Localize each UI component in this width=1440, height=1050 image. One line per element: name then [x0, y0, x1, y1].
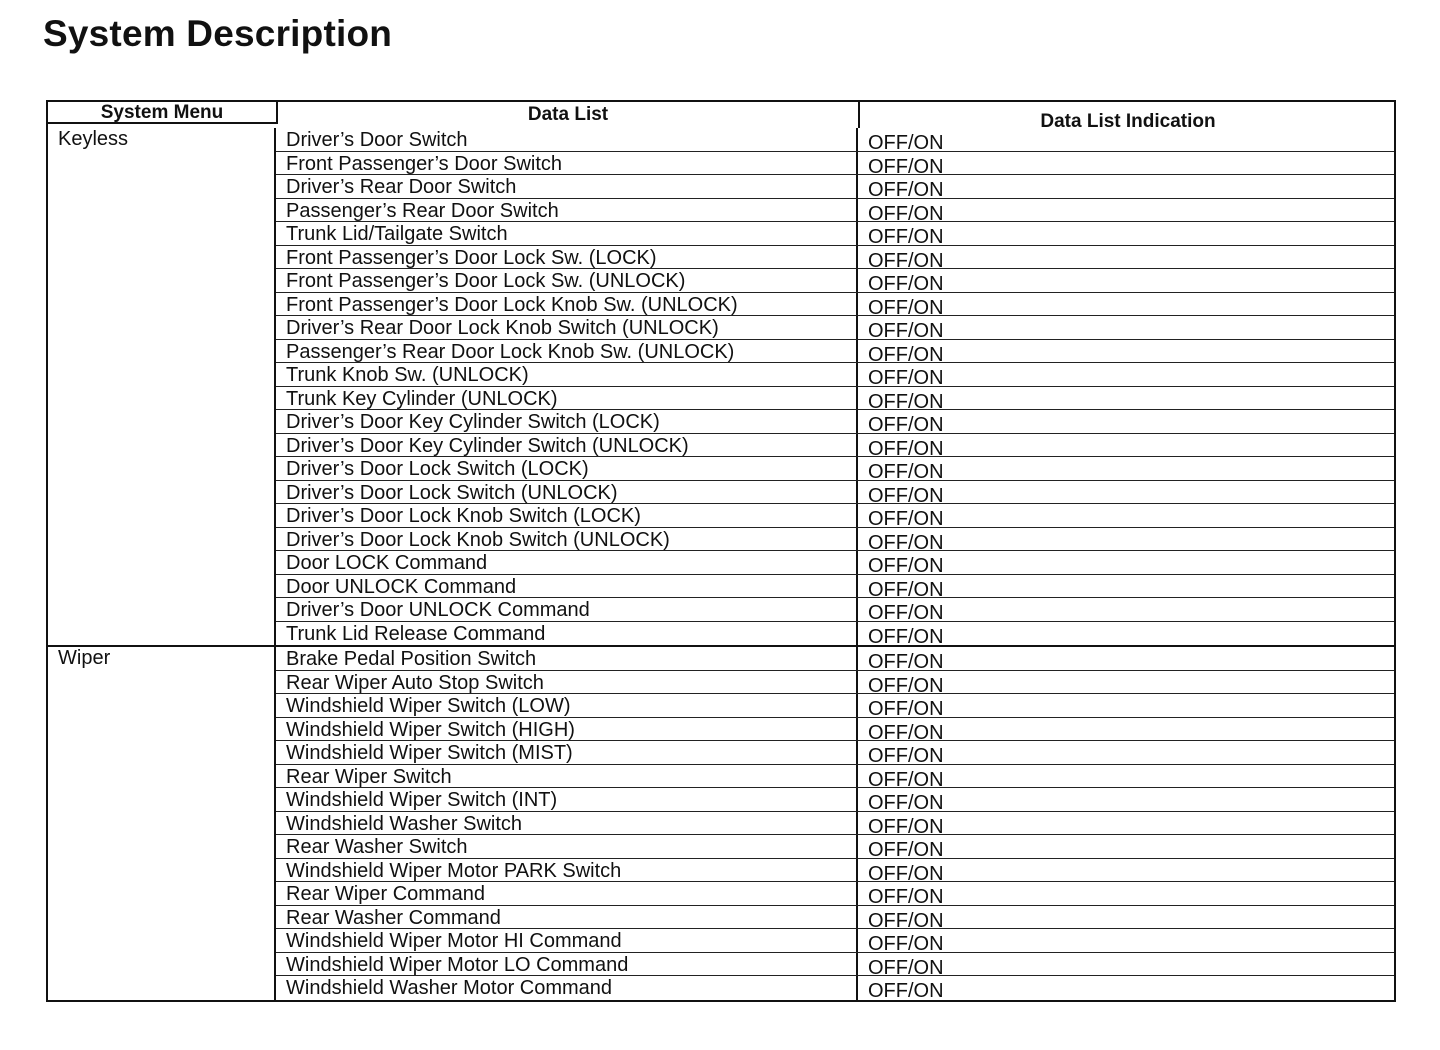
data-list-item: Windshield Wiper Switch (HIGH)	[276, 718, 858, 741]
table-row	[276, 598, 1394, 622]
data-list-item: Trunk Lid Release Command	[276, 622, 858, 646]
data-list-indication: OFF/ON	[868, 343, 944, 362]
data-list-item: Front Passenger’s Door Lock Sw. (LOCK)	[276, 246, 858, 269]
table-row	[276, 694, 1394, 718]
data-list-indication: OFF/ON	[868, 839, 944, 858]
data-list-indication: OFF/ON	[868, 602, 944, 621]
table-row	[276, 269, 1394, 293]
table-row	[276, 671, 1394, 695]
header-data-list: Data List	[278, 102, 860, 128]
system-group-keyless	[46, 128, 1396, 647]
table-row	[276, 316, 1394, 340]
data-list-indication: OFF/ON	[868, 625, 944, 645]
data-list-item: Windshield Wiper Motor PARK Switch	[276, 859, 858, 882]
data-list-item: Rear Washer Switch	[276, 835, 858, 858]
data-list-item: Windshield Wiper Motor LO Command	[276, 953, 858, 976]
system-menu-cell: Keyless	[48, 128, 276, 645]
data-rows	[276, 647, 1394, 1000]
system-menu-cell: Wiper	[48, 647, 276, 1000]
data-list-indication: OFF/ON	[868, 886, 944, 905]
page-title: System Description	[43, 13, 393, 54]
data-list-item: Windshield Wiper Switch (MIST)	[276, 741, 858, 764]
data-list-item: Windshield Wiper Motor HI Command	[276, 929, 858, 952]
data-list-item: Passenger’s Rear Door Switch	[276, 199, 858, 222]
data-list-indication: OFF/ON	[868, 698, 944, 717]
data-list-indication: OFF/ON	[868, 651, 944, 670]
data-list-indication: OFF/ON	[868, 484, 944, 503]
table-row	[276, 504, 1394, 528]
data-list-item: Windshield Washer Switch	[276, 812, 858, 835]
data-list-indication: OFF/ON	[868, 296, 944, 315]
data-list-indication: OFF/ON	[868, 578, 944, 597]
data-list-indication: OFF/ON	[868, 792, 944, 811]
table-row	[276, 457, 1394, 481]
data-list-item: Front Passenger’s Door Switch	[276, 152, 858, 175]
data-list-item: Trunk Knob Sw. (UNLOCK)	[276, 363, 858, 386]
header-system-menu: System Menu	[48, 102, 278, 124]
table-row	[276, 882, 1394, 906]
table-row	[276, 481, 1394, 505]
table-row	[276, 622, 1394, 646]
data-list-indication: OFF/ON	[868, 721, 944, 740]
data-list-indication: OFF/ON	[868, 414, 944, 433]
table-row	[276, 293, 1394, 317]
data-list-item: Trunk Lid/Tailgate Switch	[276, 222, 858, 245]
data-list-indication: OFF/ON	[868, 956, 944, 975]
data-list-item: Front Passenger’s Door Lock Knob Sw. (UNLOCK)	[276, 293, 858, 316]
data-list-indication: OFF/ON	[868, 531, 944, 550]
data-list-indication: OFF/ON	[868, 226, 944, 245]
table-row	[276, 976, 1394, 1000]
data-list-item: Driver’s Door Lock Knob Switch (LOCK)	[276, 504, 858, 527]
data-list-item: Windshield Washer Motor Command	[276, 976, 858, 1000]
data-list-indication: OFF/ON	[868, 555, 944, 574]
table-row	[276, 387, 1394, 411]
data-list-indication: OFF/ON	[868, 132, 944, 151]
data-list-indication: OFF/ON	[868, 320, 944, 339]
table-row	[276, 788, 1394, 812]
data-list-indication: OFF/ON	[868, 508, 944, 527]
table-row	[276, 222, 1394, 246]
data-list-indication: OFF/ON	[868, 437, 944, 456]
table-row	[276, 835, 1394, 859]
data-list-item: Driver’s Door Lock Switch (LOCK)	[276, 457, 858, 480]
data-list-indication: OFF/ON	[868, 461, 944, 480]
data-list-indication: OFF/ON	[868, 745, 944, 764]
data-list-item: Front Passenger’s Door Lock Sw. (UNLOCK)	[276, 269, 858, 292]
table-row	[276, 152, 1394, 176]
table-row	[276, 953, 1394, 977]
data-list-item: Driver’s Door UNLOCK Command	[276, 598, 858, 621]
table-row	[276, 410, 1394, 434]
data-list-indication: OFF/ON	[868, 862, 944, 881]
system-group-wiper	[46, 647, 1396, 1002]
data-list-item: Door LOCK Command	[276, 551, 858, 574]
data-list-item: Rear Wiper Command	[276, 882, 858, 905]
table-row	[276, 906, 1394, 930]
data-list-indication: OFF/ON	[868, 273, 944, 292]
data-list-item: Driver’s Rear Door Switch	[276, 175, 858, 198]
table-row	[276, 859, 1394, 883]
table-row	[276, 434, 1394, 458]
data-rows	[276, 128, 1394, 645]
data-list-indication: OFF/ON	[868, 202, 944, 221]
data-list-indication: OFF/ON	[868, 933, 944, 952]
data-list-item: Door UNLOCK Command	[276, 575, 858, 598]
data-list-indication: OFF/ON	[868, 155, 944, 174]
data-list-indication: OFF/ON	[868, 909, 944, 928]
data-list-table	[46, 100, 1396, 1002]
table-row	[276, 575, 1394, 599]
table-row	[276, 199, 1394, 223]
data-list-item: Driver’s Door Lock Switch (UNLOCK)	[276, 481, 858, 504]
data-list-indication: OFF/ON	[868, 390, 944, 409]
data-list-indication: OFF/ON	[868, 674, 944, 693]
data-list-item: Rear Wiper Switch	[276, 765, 858, 788]
table-row	[276, 363, 1394, 387]
data-list-item: Driver’s Door Key Cylinder Switch (UNLOCK)	[276, 434, 858, 457]
table-row	[276, 929, 1394, 953]
table-row	[276, 765, 1394, 789]
table-row	[276, 718, 1394, 742]
table-row	[276, 812, 1394, 836]
data-list-indication: OFF/ON	[868, 980, 944, 1000]
data-list-item: Trunk Key Cylinder (UNLOCK)	[276, 387, 858, 410]
data-list-item: Driver’s Door Lock Knob Switch (UNLOCK)	[276, 528, 858, 551]
table-row	[276, 175, 1394, 199]
data-list-indication: OFF/ON	[868, 815, 944, 834]
data-list-item: Windshield Wiper Switch (LOW)	[276, 694, 858, 717]
data-list-item: Driver’s Door Switch	[276, 128, 858, 151]
table-row	[276, 246, 1394, 270]
table-row	[276, 340, 1394, 364]
data-list-indication: OFF/ON	[868, 768, 944, 787]
header-data-list-indication: Data List Indication	[1040, 111, 1216, 132]
table-row	[276, 741, 1394, 765]
data-list-item: Driver’s Rear Door Lock Knob Switch (UNLOCK)	[276, 316, 858, 339]
data-list-indication: OFF/ON	[868, 249, 944, 268]
data-list-item: Driver’s Door Key Cylinder Switch (LOCK)	[276, 410, 858, 433]
table-body	[46, 128, 1396, 1002]
table-header	[46, 100, 1396, 132]
data-list-item: Windshield Wiper Switch (INT)	[276, 788, 858, 811]
table-row	[276, 528, 1394, 552]
data-list-item: Brake Pedal Position Switch	[276, 647, 858, 670]
table-row	[276, 647, 1394, 671]
data-list-item: Rear Washer Command	[276, 906, 858, 929]
data-list-item: Passenger’s Rear Door Lock Knob Sw. (UNLOCK)	[276, 340, 858, 363]
data-list-item: Rear Wiper Auto Stop Switch	[276, 671, 858, 694]
data-list-indication: OFF/ON	[868, 367, 944, 386]
data-list-indication: OFF/ON	[868, 179, 944, 198]
table-row	[276, 551, 1394, 575]
